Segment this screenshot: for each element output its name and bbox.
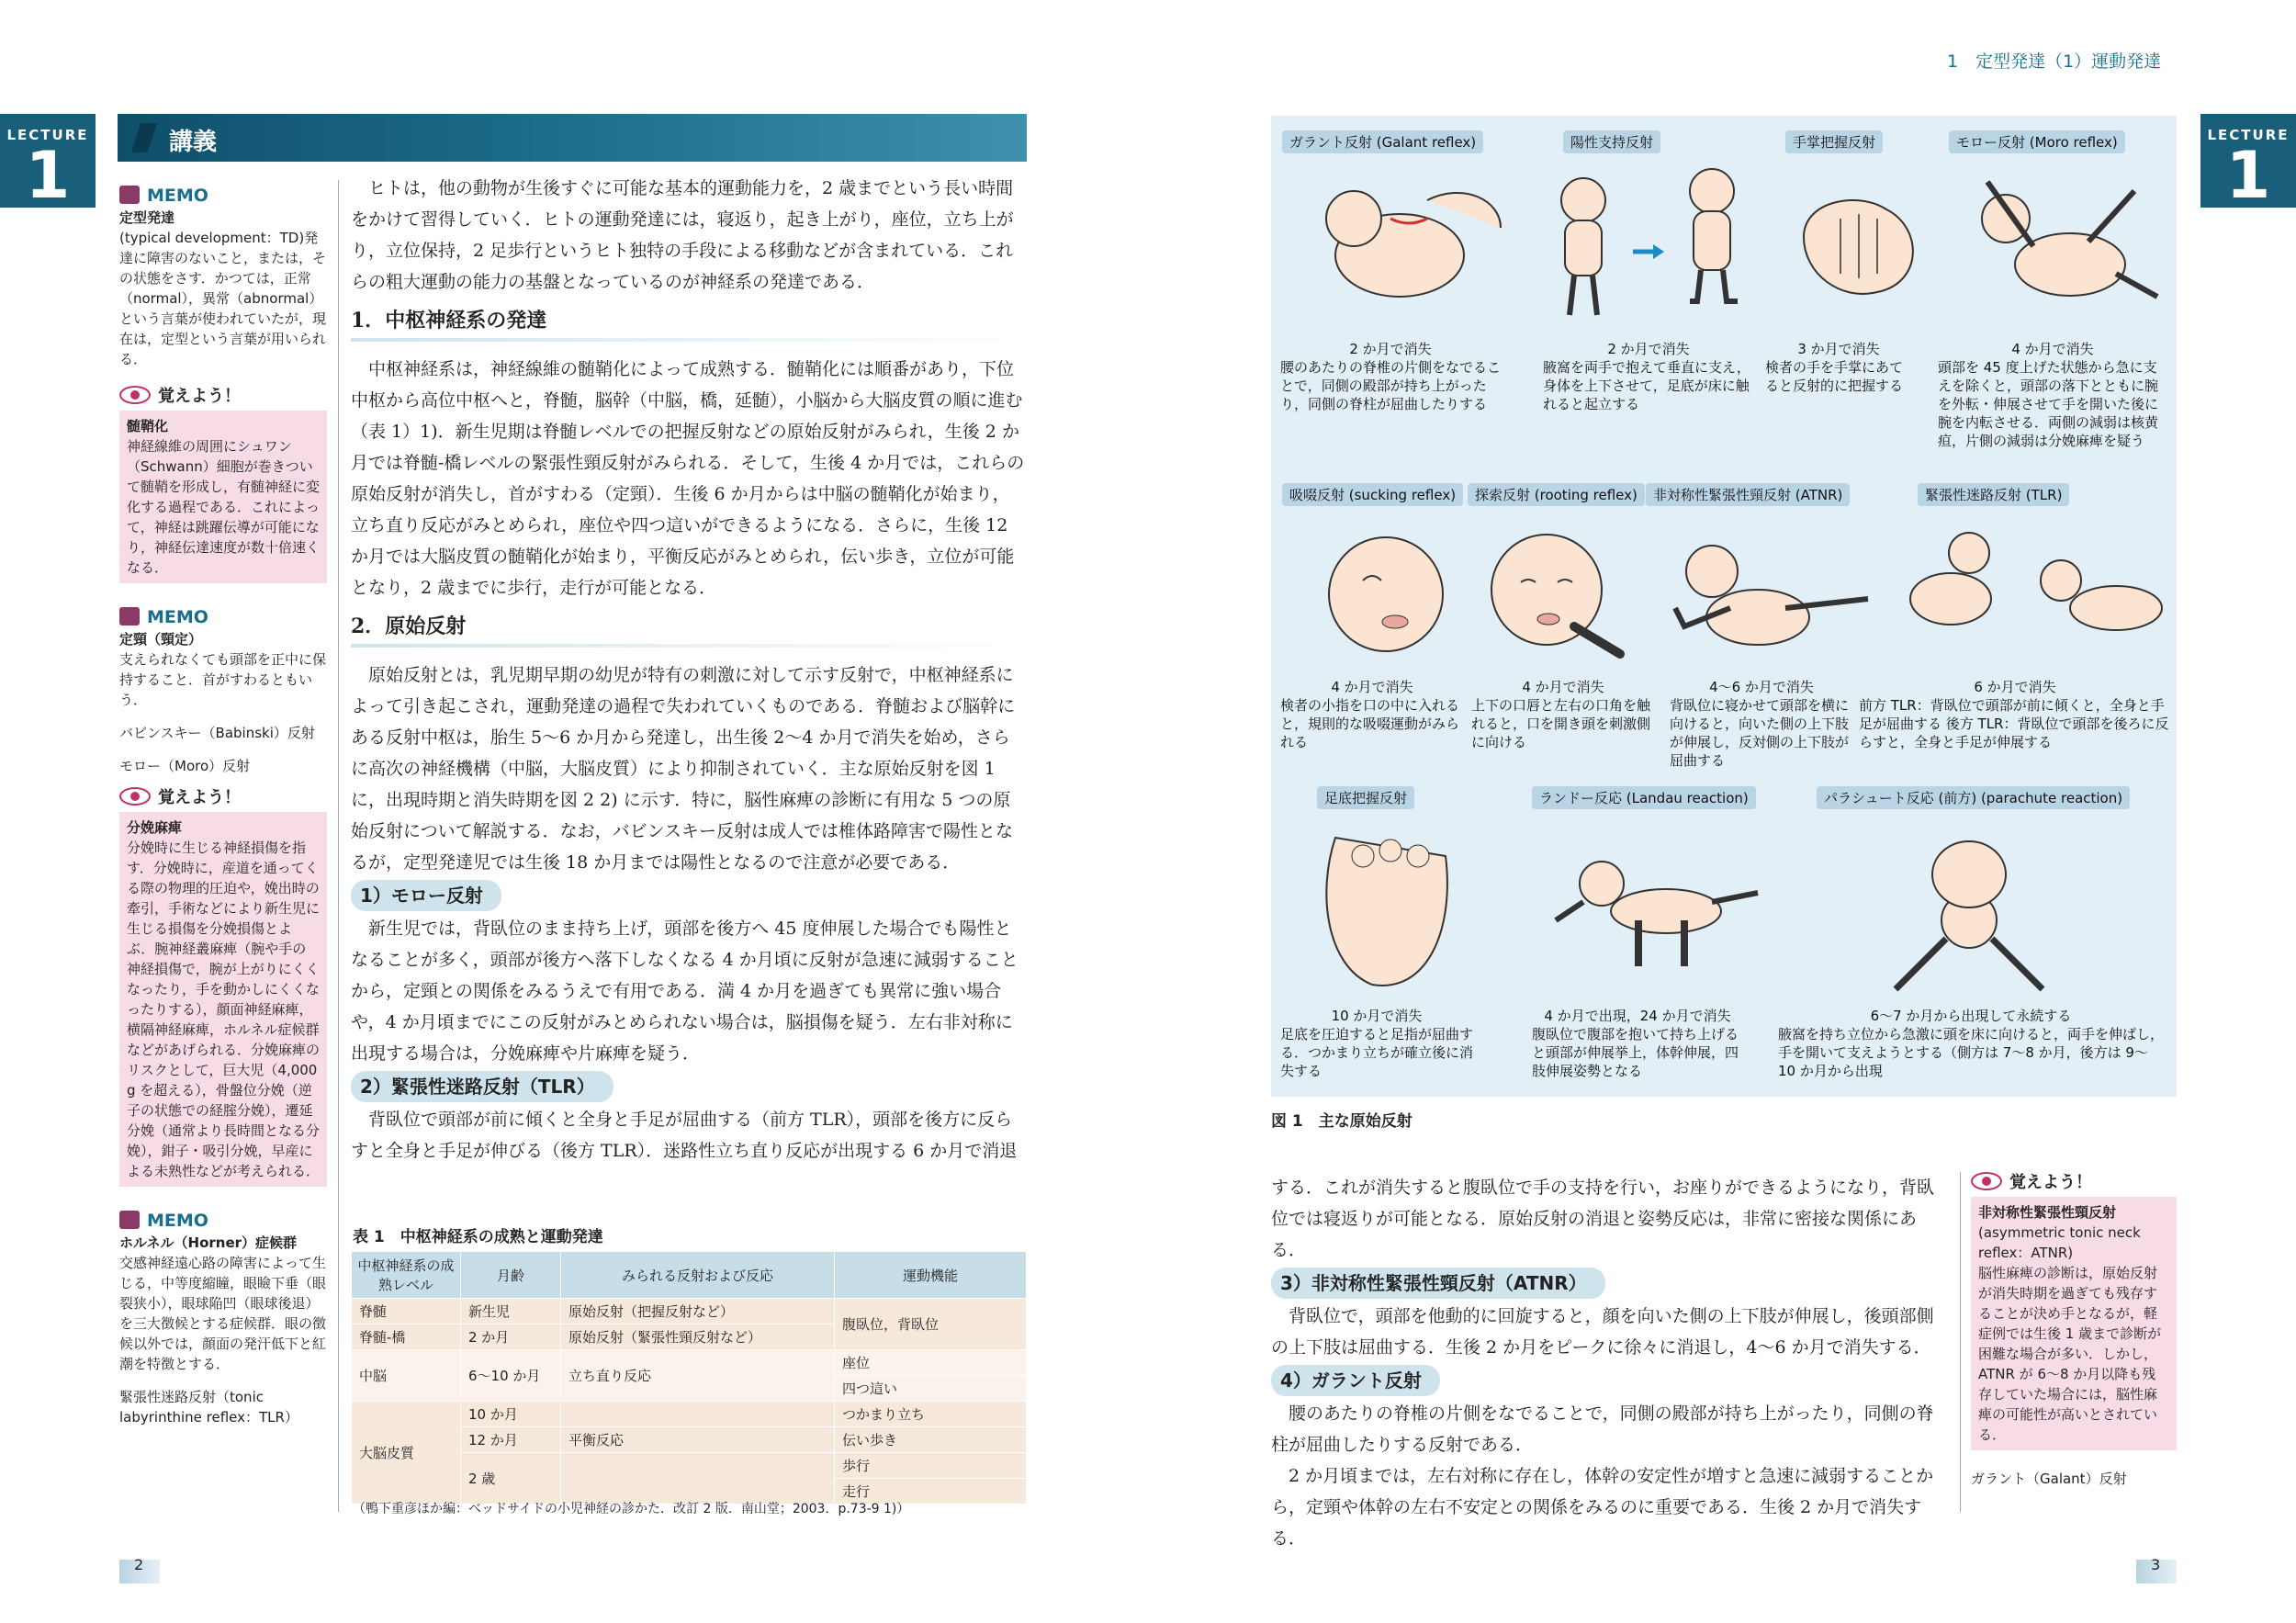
eye-icon — [1971, 1172, 2002, 1190]
eye-icon — [119, 386, 151, 404]
parachute-illustration — [1859, 828, 2079, 1003]
memo-extra-babinski: バビンスキー（Babinski）反射 — [119, 725, 315, 741]
panel-caption-sucking: 4 か月で消失 検者の小指を口の中に入れると，規則的な吸啜運動がみられる — [1280, 679, 1460, 750]
table-row: 脊髄-橋 2 か月 原始反射（緊張性頸反射など） — [352, 1324, 1027, 1350]
heading-atnr: 3）非対称性緊張性頸反射（ATNR） — [1271, 1268, 1605, 1299]
memo-term-2: 定頸（頸定） — [119, 631, 203, 648]
page-number-right: 3 — [2151, 1556, 2161, 1573]
plantar-grasp-illustration — [1299, 819, 1473, 994]
memo-term-3: ホルネル（Horner）症候群 — [119, 1234, 298, 1251]
oboe-text-3: 脳性麻痺の診断は，原始反射が消失時期を過ぎても残存することが決め手となるが，軽症例では生後 1 歳まで診断が困難な場合が多い．しかし，ATNR が 6～8 か月以降も残存していた場合には，脳性麻痺の可能性が高いとされている． — [1978, 1265, 2162, 1443]
galant-illustration — [1289, 163, 1510, 329]
panel-label-plantar-grasp: 足底把握反射 — [1317, 786, 1414, 809]
memo-icon — [119, 1211, 140, 1229]
heading-galant: 4）ガラント反射 — [1271, 1365, 1440, 1396]
heading-primitive-reflex: 2．原始反射 — [351, 611, 1027, 650]
panel-caption-parachute: 6～7 か月から出現して永続する 腋窩を持ち立位から急激に頭を床に向けると，両手を伸ばし，手を開いて支えようとする（側方は 7～8 か月，後方は 9～10 か月から出現 — [1778, 1008, 2165, 1079]
sucking-illustration — [1308, 516, 1464, 682]
table-source: （鴨下重彦ほか編：ベッドサイドの小児神経の診かた．改訂 2 版．南山堂；2003．p.73-9 1)） — [353, 1502, 910, 1516]
figure-primitive-reflexes — [1271, 116, 2177, 1097]
paragraph-galant-2: 2 か月頃までは，左右対称に存在し，体幹の安定性が増すと急速に減弱することから，定頸や体幹の左右不安定との関係をみるのに重要である．生後 2 か月で消失する． — [1271, 1466, 1934, 1549]
panel-label-rooting: 探索反射 (rooting reflex) — [1468, 483, 1645, 506]
heading-moro: 1）モロー反射 — [351, 880, 501, 911]
lecture-tab-right — [2200, 114, 2296, 213]
table-row: 四つ這い — [352, 1376, 1027, 1402]
paragraph-cns: 中枢神経系は，神経線維の髄鞘化によって成熟する．髄鞘化には順番があり，下位中枢から高位中枢へと，脊髄，脳幹（中脳，橋，延髄），小脳から大脳皮質の順に進む（表 1）1)．新生児期は脊髄レベルでの把握反射などの原始反射がみられ，生後 2 か月では脊髄-橋レベルの緊張性頸反射がみられる．そして，生後 4 か月では，これらの原始反射が消失し，首がすわる（定頸）．生後 6 か月からは中脳の髄鞘化が始まり，立ち直り反応がみとめられ，座位や四つ這いができるようになる．さらに，生後 12 か月では大脳皮質の髄鞘化が始まり，平衡反応がみとめられ，伝い歩き，立位が可能となり，2 歳までに歩行，走行が可能となる． — [351, 359, 1025, 598]
panel-caption-rooting: 4 か月で消失 上下の口唇と左右の口角を触れると，口を開き頭を刺激側に向ける — [1471, 679, 1651, 750]
section-title: 講義 — [169, 129, 218, 156]
figure-caption: 図 1 主な原始反射 — [1271, 1112, 1412, 1131]
rooting-illustration — [1464, 516, 1629, 682]
panel-caption-tlr: 6 か月で消失 前方 TLR：背臥位で頭部が前に傾くと，全身と手足が屈曲する 後方 TLR：背臥位で頭部を後ろに反らすと，全身と手足が伸展する — [1859, 679, 2169, 750]
sidebar-extra-galant: ガラント（Galant）反射 — [1971, 1471, 2127, 1487]
landau-illustration — [1547, 838, 1767, 994]
table-header: 中枢神経系の成熟レベル — [352, 1252, 461, 1299]
memo-icon — [119, 607, 140, 626]
moro-illustration — [1951, 163, 2171, 329]
table-cns-maturation — [351, 1251, 1027, 1505]
table-row: 中脳 6～10 か月 立ち直り反応 座位 — [352, 1350, 1027, 1376]
intro-paragraph: ヒトは，他の動物が生後すぐに可能な基本的運動能力を，2 歳までという長い時間をかけて習得していく．ヒトの運動発達には，寝返り，起き上がり，座位，立ち上がり，立位保持，2 足歩行というヒト独特の手段による移動などが含まれている．これらの粗大運動の能力の基盤となっているのが神経系の発達である． — [351, 178, 1014, 292]
left-sidebar — [119, 180, 327, 1427]
paragraph-tlr: 背臥位で頭部が前に傾くと全身と手足が屈曲する（前方 TLR），頭部を後方に反らすと全身と手足が伸びる（後方 TLR）．迷路性立ち直り反応が出現する 6 か月で消退 — [351, 1110, 1018, 1161]
positive-support-illustration — [1519, 163, 1776, 329]
oboe-text-2: 分娩時に生じる神経損傷を指す．分娩時に，産道を通ってくる際の物理的圧迫や，娩出時の牽引，手術などにより新生児に生じる損傷を分娩損傷とよぶ．腕神経叢麻痺（腕や手の神経損傷で，腕が上がりにくくなったり，手を動かしにくくなったりする），顔面神経麻痺，横隔神経麻痺，ホルネル症候群などがあげられる．分娩麻痺のリスクとして，巨大児（4,000 g を超える），骨盤位分娩（逆子の状態での経腟分娩），遷延分娩（通常より長時間となる分娩），鉗子・吸引分娩，早産による未熟性などが考えられる． — [127, 840, 321, 1179]
panel-caption-landau: 4 か月で出現，24 か月で消失 腹臥位で腹部を抱いて持ち上げると頭部が伸展挙上，体幹伸展，四肢伸展姿勢となる — [1532, 1008, 1739, 1079]
panel-label-parachute: パラシュート反応 (前方) (parachute reaction) — [1817, 786, 2130, 809]
paragraph-continued: する．これが消失すると腹臥位で手の支持を行い，お座りができるようになり，背臥位では寝返りが可能となる．原始反射の消退と姿勢反応は，非常に密接な関係にある． — [1271, 1178, 1935, 1260]
oboe-text-1: 神経線維の周囲にシュワン（Schwann）細胞が巻きついて髄鞘を形成し，有髄神経に変化する過程である．これによって，神経は跳躍伝導が可能になり，神経伝達速度が数十倍速くなる． — [127, 438, 321, 576]
panel-label-tlr: 緊張性迷路反射 (TLR) — [1918, 483, 2069, 506]
palmar-grasp-illustration — [1785, 163, 1941, 329]
memo-extra-moro: モロー（Moro）反射 — [119, 758, 251, 774]
page-number-left: 2 — [134, 1556, 144, 1573]
column-divider-right — [1960, 1172, 1961, 1512]
table-header: 月齢 — [461, 1252, 561, 1299]
panel-label-atnr: 非対称性緊張性頸反射 (ATNR) — [1646, 483, 1850, 506]
paragraph-atnr: 背臥位で，頭部を他動的に回旋すると，顔を向いた側の上下肢が伸展し，後頭部側の上下肢は屈曲する．生後 2 か月をピークに徐々に消退し，4～6 か月で消失する． — [1271, 1306, 1934, 1358]
oboe-box-1 — [119, 411, 327, 583]
panel-label-moro: モロー反射 (Moro reflex) — [1949, 130, 2125, 153]
paragraph-moro: 新生児では，背臥位のまま持ち上げ，頭部を後方へ 45 度伸展した場合でも陽性となることが多く，頭部が後方へ落下しなくなる 4 か月頃に反射が急速に減弱することから，定頸との関係をみるうえで有用である．満 4 か月を過ぎても異常に強い場合や，4 か月頃までにこの反射がみとめられない場合は，脳損傷を疑う．左右非対称に出現する場合は，分娩麻痺や片麻痺を疑う． — [351, 919, 1019, 1064]
column-divider-left — [338, 180, 339, 1512]
panel-caption-galant: 2 か月で消失 腰のあたりの脊椎の片側をなでることで，同側の殿部が持ち上がったり，同側の脊柱が屈曲したりする — [1280, 341, 1502, 412]
panel-caption-positive-support: 2 か月で消失 腋窩を両手で抱えて垂直に支え，身体を上下させて，足底が床に触れると起立する — [1543, 341, 1750, 412]
memo-text-1: (typical development：TD)発達に障害のないこと，または，その状態をさす．かつては，正常（normal），異常（abnormal）という言葉が使われていたが，現在は，定型という言葉が用いられる． — [119, 230, 327, 367]
heading-cns-development: 1．中枢神経系の発達 — [351, 305, 1027, 344]
memo-text-3: 交感神経遠心路の障害によって生じる，中等度縮瞳，眼瞼下垂（眼裂狭小），眼球陥凹（眼球後退）を三大徴候とする症候群．眼の徴候以外では，顔面の発汗低下と紅潮を特徴とする． — [119, 1255, 327, 1372]
atnr-illustration — [1657, 516, 1877, 682]
oboe-box-3 — [1971, 1197, 2177, 1450]
left-main-text — [351, 173, 1027, 1167]
panel-caption-plantar-grasp: 10 か月で消失 足底を圧迫すると足指が屈曲する．つかまり立ちが確立後に消失する — [1280, 1008, 1474, 1079]
running-title: 1 定型発達（1）運動発達 — [1947, 51, 2162, 72]
eye-icon — [119, 787, 151, 806]
table-row: 2 歳 歩行 — [352, 1453, 1027, 1479]
oboe-heading-1: 覚えよう！ — [119, 386, 327, 407]
oboe-term-3: 非対称性緊張性頸反射 — [1978, 1204, 2117, 1221]
panel-caption-atnr: 4～6 か月で消失 背臥位に寝かせて頭部を横に向けると，向いた側の上下肢が伸展し，反対側の上下肢が屈曲する — [1670, 679, 1850, 769]
section-banner — [118, 114, 1027, 162]
lecture-number: 1 — [25, 138, 71, 213]
panel-label-sucking: 吸啜反射 (sucking reflex) — [1282, 483, 1463, 506]
table-caption: 表 1 中枢神経系の成熟と運動発達 — [353, 1228, 603, 1246]
panel-label-palmar-grasp: 手掌把握反射 — [1785, 130, 1883, 153]
panel-caption-moro: 4 か月で消失 頭部を 45 度上げた状態から急に支えを除くと，頭部の落下とともに腕を外転・伸展させて手を開いた後に腕を内転させる．両側の減弱は核黄疸，片側の減弱は分娩麻痺を疑う — [1938, 341, 2159, 449]
lecture-word: LECTURE — [2207, 127, 2290, 143]
paragraph-primitive: 原始反射とは，乳児期早期の幼児が特有の刺激に対して示す反射で，中枢神経系によって引き起こされ，運動発達の過程で失われていくものである．脊髄および脳幹にある反射中枢は，胎生 5～6 か月から発達し，出生後 2～4 か月で消失を始め，さらに高次の神経機構（中脳，大脳皮質）により抑制されていく．主な原始反射を図 1 に，出現時期と消失時期を図 2 2) に示す．特に，脳性麻痺の診断に有用な 5 つの原始反射について解説する．なお，バビンスキー反射は成人では椎体路障害で陽性となるが，定型発達児では生後 18 か月までは陽性となるので注意が必要である． — [351, 665, 1016, 873]
panel-label-landau: ランドー反応 (Landau reaction) — [1532, 786, 1756, 809]
lecture-number: 1 — [2225, 138, 2271, 213]
table-row: 12 か月 平衡反応 伝い歩き — [352, 1427, 1027, 1453]
oboe-term-3-en: (asymmetric tonic neck reflex：ATNR) — [1978, 1224, 2141, 1261]
right-main-text — [1271, 1172, 1947, 1554]
heading-tlr: 2）緊張性迷路反射（TLR） — [351, 1071, 613, 1102]
memo-heading-2: MEMO — [119, 607, 327, 627]
paragraph-galant-1: 腰のあたりの脊椎の片側をなでることで，同側の殿部が持ち上がったり，同側の脊柱が屈曲したりする反射である． — [1271, 1403, 1934, 1455]
memo-text-2: 支えられなくても頭部を正中に保持すること．首がすわるともいう． — [119, 651, 327, 708]
table-row: 走行 — [352, 1479, 1027, 1505]
table-header: 運動機能 — [835, 1252, 1027, 1299]
oboe-heading-2: 覚えよう！ — [119, 787, 327, 808]
memo-extra-tlr: 緊張性迷路反射（tonic labyrinthine reflex：TLR） — [119, 1389, 298, 1426]
oboe-term-1: 髄鞘化 — [127, 418, 169, 434]
lecture-tab-left — [0, 114, 96, 213]
panel-label-galant: ガラント反射 (Galant reflex) — [1282, 130, 1483, 153]
oboe-box-2 — [119, 812, 327, 1187]
oboe-heading-3: 覚えよう！ — [1971, 1172, 2177, 1193]
right-sidebar — [1971, 1172, 2177, 1489]
lecture-word: LECTURE — [6, 127, 89, 143]
table-row: 脊髄 新生児 原始反射（把握反射など） 腹臥位，背臥位 — [352, 1299, 1027, 1324]
memo-term-1: 定型発達 — [119, 209, 175, 226]
oboe-term-2: 分娩麻痺 — [127, 819, 183, 836]
tlr-illustration — [1877, 516, 2171, 682]
table-row: 大脳皮質 10 か月 つかまり立ち — [352, 1402, 1027, 1427]
banner-accent — [131, 123, 157, 152]
memo-heading-1: MEMO — [119, 186, 327, 206]
table-header: みられる反射および反応 — [561, 1252, 835, 1299]
panel-label-positive-support: 陽性支持反射 — [1563, 130, 1660, 153]
panel-caption-palmar-grasp: 3 か月で消失 検者の手を手掌にあてると反射的に把握する — [1765, 341, 1904, 394]
memo-icon — [119, 186, 140, 204]
memo-heading-3: MEMO — [119, 1211, 327, 1231]
